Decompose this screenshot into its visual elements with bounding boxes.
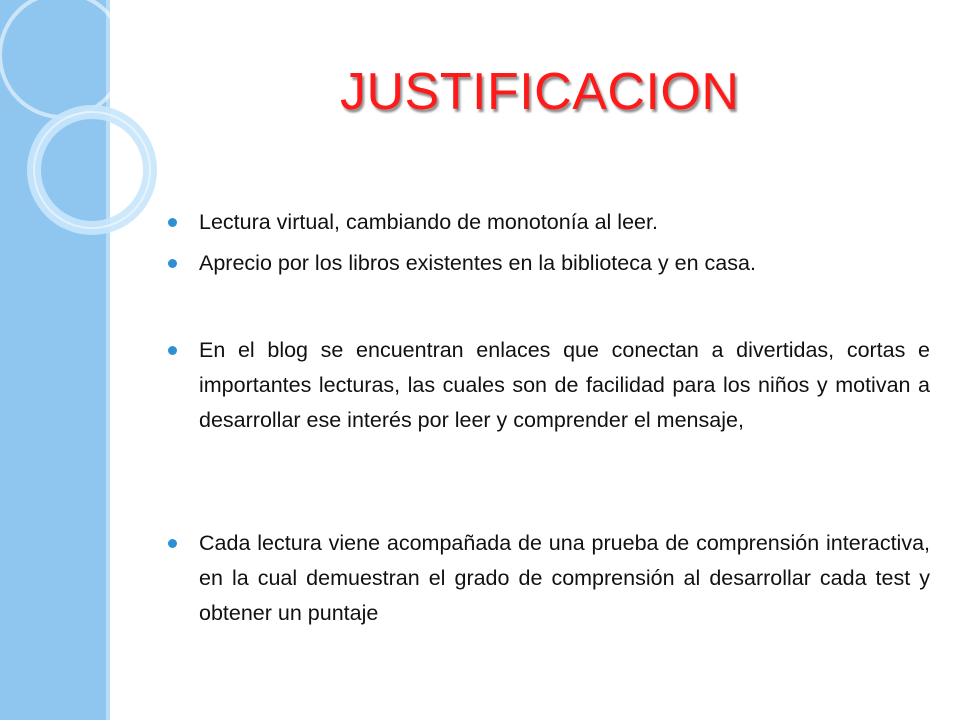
bullet-text: Lectura virtual, cambiando de monotonía al leer.	[199, 210, 658, 234]
bullet-text: Aprecio por los libros existentes en la biblioteca y en casa.	[199, 251, 756, 275]
bullet-item	[168, 333, 930, 438]
bullet-item	[168, 246, 930, 281]
bullet-text: En el blog se encuentran enlaces que conectan a divertidas, cortas e importantes lecturas, las cuales son de facilidad para los niños y motivan a desarrollar ese interés por leer y comprender el mensaje,	[199, 338, 930, 432]
bullet-dot-icon	[168, 346, 177, 355]
bullet-dot-icon	[168, 259, 177, 268]
decorative-circles	[0, 0, 160, 260]
bullet-dot-icon	[168, 218, 177, 227]
bullet-item	[168, 526, 930, 631]
slide-title: JUSTIFICACION	[340, 63, 740, 121]
bullet-item	[168, 205, 930, 240]
bullet-dot-icon	[168, 539, 177, 548]
bullet-text: Cada lectura viene acompañada de una prueba de comprensión interactiva, en la cual demuestran el grado de comprensión al desarrollar cada test y obtener un puntaje	[199, 531, 930, 625]
